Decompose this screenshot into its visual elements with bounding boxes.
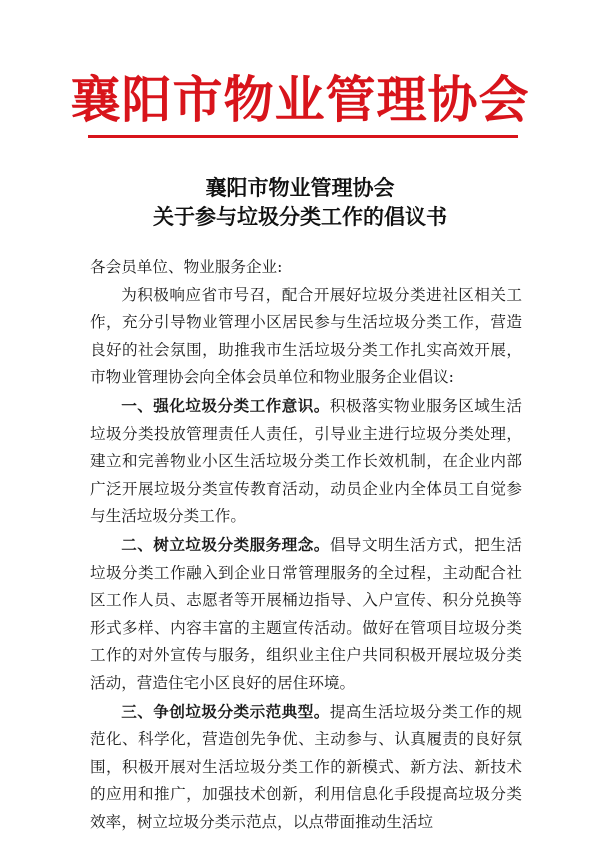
document-title-line-1: 襄阳市物业管理协会 [205, 175, 395, 200]
document-title-line-2: 关于参与垃圾分类工作的倡议书 [153, 204, 447, 229]
intro-paragraph: 为积极响应省市号召，配合开展好垃圾分类进社区相关工作，充分引导物业管理小区居民参与生活垃圾分类工作，营造良好的社会氛围，助推我市生活垃圾分类工作扎实高效开展，市物业管理协会向全体会员单位和物业服务企业倡议: [90, 285, 522, 387]
salutation: 各会员单位、物业服务企业: [90, 258, 283, 276]
item-heading: 三、争创垃圾分类示范典型。 [121, 701, 330, 721]
item-text: 倡导文明生活方式，把生活垃圾分类工作融入到企业日常管理服务的全过程，主动配合社区工作人员、志愿者等开展桶边指导、入户宣传、积分兑换等形式多样、内容丰富的主题宣传活动。做好在管项目垃圾分类工作的对外宣传与服务，组织业主住户共同积极开展垃圾分类活动，营造住宅小区良好的居住环境。 [90, 535, 522, 692]
item-heading: 二、树立垃圾分类服务理念。 [121, 534, 330, 554]
document-body [90, 254, 522, 836]
item-paragraph-1 [90, 392, 522, 531]
letterhead-red-rule [88, 135, 518, 138]
item-text: 积极落实物业服务区域生活垃圾分类投放管理责任人责任，引导业主进行垃圾分类处理，建立和完善物业小区生活垃圾分类工作长效机制，在企业内部广泛开展垃圾分类宣传教育活动，动员企业内全体员工自觉参与生活垃圾分类工作。 [90, 396, 522, 526]
organization-letterhead: 襄阳市物业管理协会 [70, 70, 530, 129]
item-text: 提高生活垃圾分类工作的规范化、科学化，营造创先争优、主动参与、认真履责的良好氛围，积极开展对生活垃圾分类工作的新模式、新方法、新技术的应用和推广，加强技术创新，利用信息化手段提高垃圾分类效率，树立垃圾分类示范点，以点带面推动生活垃 [90, 702, 522, 831]
item-heading: 一、强化垃圾分类工作意识。 [121, 395, 330, 415]
item-paragraph-2 [90, 531, 522, 698]
item-paragraph-3 [90, 698, 522, 837]
